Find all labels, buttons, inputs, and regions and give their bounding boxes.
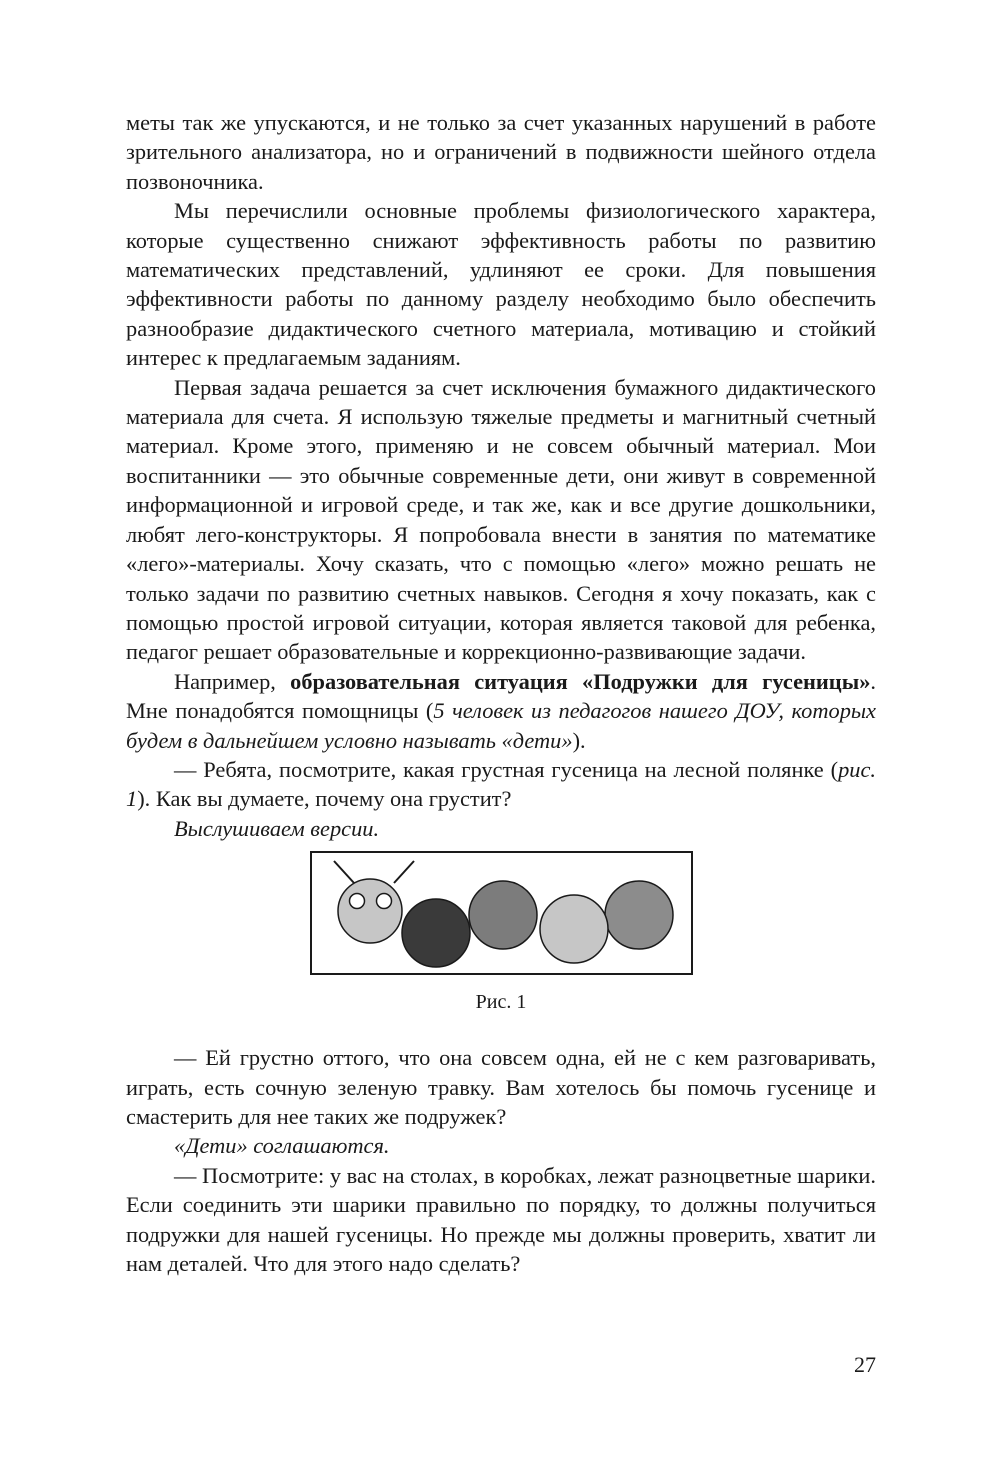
p4-mid: . Мне понадобятся помощницы (	[126, 668, 876, 724]
paragraph-1: меты так же упускаются, и не только за счет указанных нарушений в работе зрительного анализатора, но и ограничений в подвижности шейного отдела позвоночника.	[126, 110, 876, 194]
paragraph-6	[126, 814, 876, 843]
paragraph-7: — Ей грустно оттого, что она совсем одна, ей не с кем разговаривать, играть, есть сочную зеленую травку. Вам хотелось бы помочь гусенице и смастерить для нее таких же подружек?	[126, 1045, 876, 1129]
page-body	[126, 108, 876, 1278]
paragraph-3: Первая задача решается за счет исключения бумажного дидактического материала для счета. Я использую тяжелые предметы и магнитный счетный материал. Кроме этого, применяю и не совсем обычный материал. Мои воспитанники — это обычные современные дети, они живут в современной информационной и игровой среде, и так же, как и все другие дошкольники, любят лего-конструкторы. Я попробовала внести в занятия по математике «лего»-материалы. Хочу сказать, что с помощью «лего» можно решать не только задачи по развитию счетных навыков. Сегодня я хочу показать, как с помощью простой игровой ситуации, которая является таковой для ребенка, педагог решает образовательные и коррекционно-развивающие задачи.	[126, 374, 876, 665]
head-circle	[338, 879, 402, 943]
p4-lead: Например,	[174, 668, 291, 694]
eye-right	[377, 894, 392, 909]
page-number: 27	[854, 1352, 876, 1377]
p5-figure-ref: рис. 1	[126, 756, 876, 812]
caterpillar-illustration	[310, 851, 693, 975]
figure-caption: Рис. 1	[475, 991, 527, 1014]
p4-italic-note: 5 человек из педагогов нашего ДОУ, которых будем в дальнейшем условно называть «дети»	[126, 698, 876, 753]
antenna-left	[334, 861, 354, 883]
p6-italic: Выслушиваем версии.	[174, 815, 380, 841]
caterpillar-svg	[312, 853, 695, 977]
eye-left	[350, 894, 365, 909]
antenna-right	[394, 861, 414, 883]
segment-1-circle	[402, 899, 470, 967]
segment-3-circle	[540, 895, 608, 963]
paragraph-4	[126, 667, 876, 755]
figure-1	[126, 851, 876, 1023]
paragraph-8	[126, 1131, 876, 1160]
p8-italic: «Дети» соглашаются.	[174, 1133, 390, 1159]
p5-lead: — Ребята, посмотрите, какая грустная гусеница на лесной полянке (	[174, 756, 839, 782]
paragraph-2: Мы перечислили основные проблемы физиологического характера, которые существенно снижают эффективность работы по развитию математических представлений, удлиняют ее сроки. Для повышения эффективности работы по данному разделу необходимо было обеспечить разнообразие дидактического счетного материала, мотивацию и стойкий интерес к предлагаемым заданиям.	[126, 198, 876, 371]
segment-2-circle	[469, 881, 537, 949]
paragraph-9: — Посмотрите: у вас на столах, в коробках, лежат разноцветные шарики. Если соединить эти шарики правильно по порядку, то должны получиться подружки для нашей гусеницы. Но прежде мы должны проверить, хватит ли нам деталей. Что для этого надо сделать?	[126, 1162, 876, 1276]
p5-end: ). Как вы думаете, почему она грустит?	[137, 786, 512, 812]
p4-end: ).	[572, 727, 586, 753]
segment-4-circle	[605, 881, 673, 949]
p4-bold-title: образовательная ситуация «Подружки для гусеницы»	[290, 668, 871, 694]
paragraph-5	[126, 755, 876, 814]
